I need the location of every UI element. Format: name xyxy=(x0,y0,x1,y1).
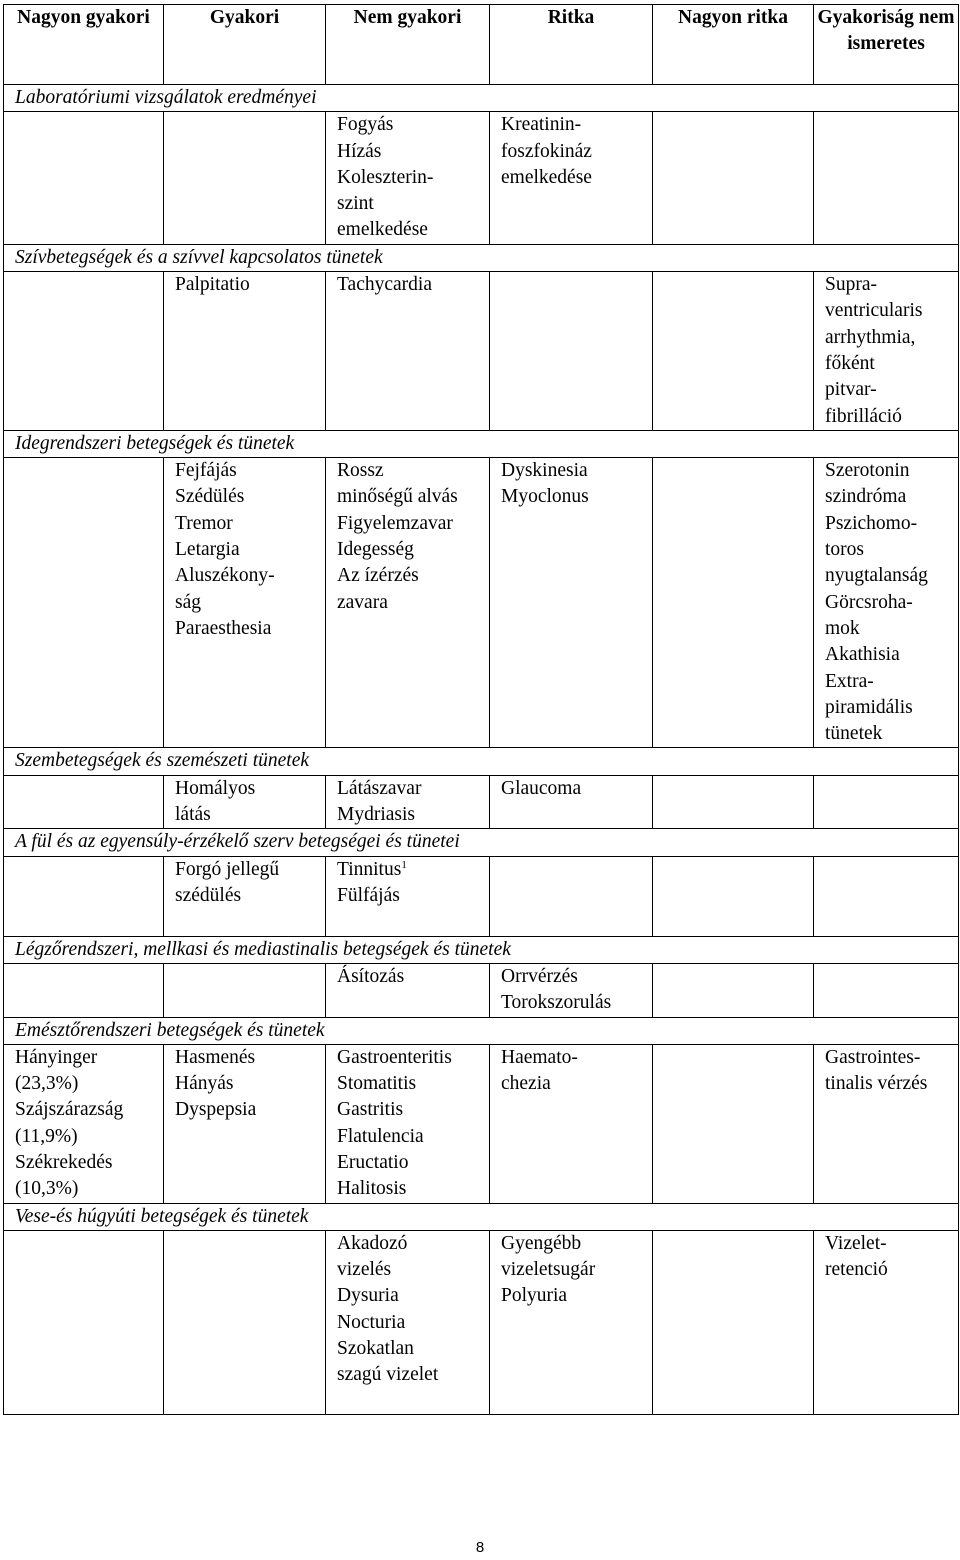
effect-text: Torokszorulás xyxy=(501,992,612,1014)
effect-text: (23,3%) xyxy=(15,1073,79,1095)
effects-row xyxy=(4,458,959,748)
category-row xyxy=(4,936,959,963)
effect-text: (11,9%) xyxy=(15,1125,78,1147)
cell-very-rare xyxy=(653,1230,814,1414)
cell-common xyxy=(164,272,326,431)
effect-text: szindróma xyxy=(825,486,907,508)
effect-text: pitvar- xyxy=(825,379,877,401)
cell-uncommon xyxy=(326,112,490,244)
effect-text: vizelés xyxy=(337,1259,392,1281)
effect-text: retenció xyxy=(825,1259,888,1281)
effect-text: Ásítozás xyxy=(337,965,405,987)
category-row xyxy=(4,748,959,775)
cell-very-common xyxy=(4,963,164,1017)
effect-text: szint xyxy=(337,193,374,215)
effect-text: szédülés xyxy=(175,884,242,906)
category-row xyxy=(4,1203,959,1230)
effect-text: ság xyxy=(175,591,201,613)
cell-common xyxy=(164,458,326,748)
effect-text: Polyuria xyxy=(501,1285,568,1307)
effect-text: tünetek xyxy=(825,723,883,745)
effect-text: Rossz xyxy=(337,460,384,482)
effect-text: arrhythmia, xyxy=(825,326,916,348)
effect-text: Dysuria xyxy=(337,1285,399,1307)
header-uncommon: Nem gyakori xyxy=(326,5,490,85)
effect-text: ventricularis xyxy=(825,300,923,322)
cell-very-rare xyxy=(653,1044,814,1203)
cell-frequency-unknown xyxy=(814,1044,959,1203)
cell-very-rare xyxy=(653,856,814,936)
cell-very-common xyxy=(4,112,164,244)
header-common: Gyakori xyxy=(164,5,326,85)
effect-text: Koleszterin- xyxy=(337,166,434,188)
cell-rare xyxy=(490,1230,653,1414)
cell-rare xyxy=(490,1044,653,1203)
header-very-rare: Nagyon ritka xyxy=(653,5,814,85)
cell-common xyxy=(164,1044,326,1203)
effect-text: emelkedése xyxy=(337,219,428,241)
effect-text: Mydriasis xyxy=(337,804,415,826)
category-heading: Szívbetegségek és a szívvel kapcsolatos tünetek xyxy=(4,244,959,271)
effect-text: Supra- xyxy=(825,274,877,296)
effect-text: látás xyxy=(175,804,211,826)
effect-text: chezia xyxy=(501,1073,551,1095)
cell-frequency-unknown xyxy=(814,112,959,244)
effect-text: vizeletsugár xyxy=(501,1259,596,1281)
effect-text: Szerotonin xyxy=(825,460,910,482)
category-heading: Szembetegségek és szemészeti tünetek xyxy=(4,748,959,775)
effect-text: Szájszárazság xyxy=(15,1099,124,1121)
adverse-effects-table xyxy=(3,4,959,1415)
effect-text: Gastrointes- xyxy=(825,1046,921,1068)
effect-text: Letargia xyxy=(175,539,240,561)
cell-very-common xyxy=(4,856,164,936)
footnote-marker: 1 xyxy=(401,858,407,871)
effect-text: foszfokináz xyxy=(501,140,592,162)
effect-text: Hízás xyxy=(337,140,382,162)
effect-text: Gastroenteritis xyxy=(337,1046,452,1068)
effect-text: Gastritis xyxy=(337,1099,404,1121)
effect-text: emelkedése xyxy=(501,166,592,188)
effect-text: Dyspepsia xyxy=(175,1099,257,1121)
effect-text: tinalis vérzés xyxy=(825,1073,928,1095)
effect-text: Fogyás xyxy=(337,114,394,136)
effect-text: Nocturia xyxy=(337,1311,406,1333)
cell-frequency-unknown xyxy=(814,272,959,431)
effect-text: Aluszékony- xyxy=(175,565,275,587)
effect-text: Stomatitis xyxy=(337,1073,417,1095)
cell-common xyxy=(164,775,326,829)
cell-uncommon xyxy=(326,963,490,1017)
effect-text: szagú vizelet xyxy=(337,1364,439,1386)
category-heading: Emésztőrendszeri betegségek és tünetek xyxy=(4,1017,959,1044)
effect-text: Az ízérzés xyxy=(337,565,419,587)
effect-text: nyugtalanság xyxy=(825,565,928,587)
header-rare: Ritka xyxy=(490,5,653,85)
effect-text: Fülfájás xyxy=(337,884,400,906)
effect-text: Figyelemzavar xyxy=(337,512,453,534)
effect-text: Extra- xyxy=(825,670,874,692)
effect-text: Hányás xyxy=(175,1073,234,1095)
effects-row xyxy=(4,856,959,936)
cell-frequency-unknown xyxy=(814,856,959,936)
cell-frequency-unknown xyxy=(814,775,959,829)
category-row xyxy=(4,1017,959,1044)
cell-common xyxy=(164,112,326,244)
cell-very-common xyxy=(4,272,164,431)
effect-text: Tremor xyxy=(175,512,233,534)
cell-uncommon xyxy=(326,856,490,936)
cell-common xyxy=(164,963,326,1017)
cell-very-rare xyxy=(653,272,814,431)
cell-rare xyxy=(490,272,653,431)
effect-text: Pszichomo- xyxy=(825,512,918,534)
cell-very-rare xyxy=(653,458,814,748)
header-very-common: Nagyon gyakori xyxy=(4,5,164,85)
effect-text: Tachycardia xyxy=(337,274,432,296)
effect-text: Akadozó xyxy=(337,1232,408,1254)
effect-text: Paraesthesia xyxy=(175,617,272,639)
cell-rare xyxy=(490,112,653,244)
effect-text: Gyengébb xyxy=(501,1232,582,1254)
effect-text: Görcsroha- xyxy=(825,591,913,613)
effect-text: fibrilláció xyxy=(825,405,902,427)
effect-text: Eructatio xyxy=(337,1151,409,1173)
effect-text: mok xyxy=(825,617,860,639)
category-heading: A fül és az egyensúly-érzékelő szerv betegségei és tünetei xyxy=(4,829,959,856)
effect-text: Látászavar xyxy=(337,777,422,799)
effect-text: Glaucoma xyxy=(501,777,582,799)
effects-row xyxy=(4,112,959,244)
page-number: 8 xyxy=(475,1539,485,1556)
cell-common xyxy=(164,1230,326,1414)
effect-text: piramidális xyxy=(825,696,913,718)
effect-text: Haemato- xyxy=(501,1046,578,1068)
cell-uncommon xyxy=(326,775,490,829)
effect-text: Szokatlan xyxy=(337,1338,414,1360)
cell-uncommon xyxy=(326,272,490,431)
cell-frequency-unknown xyxy=(814,963,959,1017)
effect-text: Dyskinesia xyxy=(501,460,588,482)
effect-text: Fejfájás xyxy=(175,460,237,482)
effects-row xyxy=(4,272,959,431)
effect-text: toros xyxy=(825,539,864,561)
effect-text: Flatulencia xyxy=(337,1125,424,1147)
effect-text: Szédülés xyxy=(175,486,245,508)
effects-row xyxy=(4,963,959,1017)
category-row xyxy=(4,430,959,457)
cell-frequency-unknown xyxy=(814,1230,959,1414)
cell-rare xyxy=(490,775,653,829)
effect-text: zavara xyxy=(337,591,388,613)
effects-row xyxy=(4,775,959,829)
effect-text: Vizelet- xyxy=(825,1232,887,1254)
category-row xyxy=(4,244,959,271)
effect-text: Kreatinin- xyxy=(501,114,582,136)
cell-uncommon xyxy=(326,1044,490,1203)
cell-rare xyxy=(490,963,653,1017)
effects-row xyxy=(4,1044,959,1203)
cell-frequency-unknown xyxy=(814,458,959,748)
cell-common xyxy=(164,856,326,936)
effect-text: Halitosis xyxy=(337,1178,407,1200)
effect-text: (10,3%) xyxy=(15,1178,79,1200)
effect-text: Forgó jellegű xyxy=(175,858,280,880)
category-heading: Légzőrendszeri, mellkasi és mediastinalis betegségek és tünetek xyxy=(4,936,959,963)
category-heading: Laboratóriumi vizsgálatok eredményei xyxy=(4,85,959,112)
category-row xyxy=(4,85,959,112)
cell-uncommon xyxy=(326,458,490,748)
cell-very-common xyxy=(4,1044,164,1203)
header-frequency-unknown: Gyakoriság nem ismeretes xyxy=(814,5,959,85)
effect-text: Palpitatio xyxy=(175,274,250,296)
effect-text: Myoclonus xyxy=(501,486,589,508)
category-heading: Idegrendszeri betegségek és tünetek xyxy=(4,430,959,457)
category-row xyxy=(4,829,959,856)
cell-very-rare xyxy=(653,112,814,244)
effect-text: Akathisia xyxy=(825,644,900,666)
cell-rare xyxy=(490,856,653,936)
effect-text: Hasmenés xyxy=(175,1046,256,1068)
effect-text: minőségű alvás xyxy=(337,486,458,508)
cell-very-common xyxy=(4,458,164,748)
cell-very-common xyxy=(4,775,164,829)
header-row xyxy=(4,5,959,85)
category-heading: Vese-és húgyúti betegségek és tünetek xyxy=(4,1203,959,1230)
effect-text: Székrekedés xyxy=(15,1151,113,1173)
effects-row xyxy=(4,1230,959,1414)
cell-very-rare xyxy=(653,963,814,1017)
cell-rare xyxy=(490,458,653,748)
effect-text: Tinnitus$^1$ xyxy=(337,858,407,880)
effect-text: Homályos xyxy=(175,777,256,799)
effect-text: Idegesség xyxy=(337,539,414,561)
effect-text: Hányinger xyxy=(15,1046,98,1068)
cell-very-rare xyxy=(653,775,814,829)
cell-uncommon xyxy=(326,1230,490,1414)
cell-very-common xyxy=(4,1230,164,1414)
effect-text: főként xyxy=(825,352,875,374)
effect-text: Orrvérzés xyxy=(501,965,578,987)
